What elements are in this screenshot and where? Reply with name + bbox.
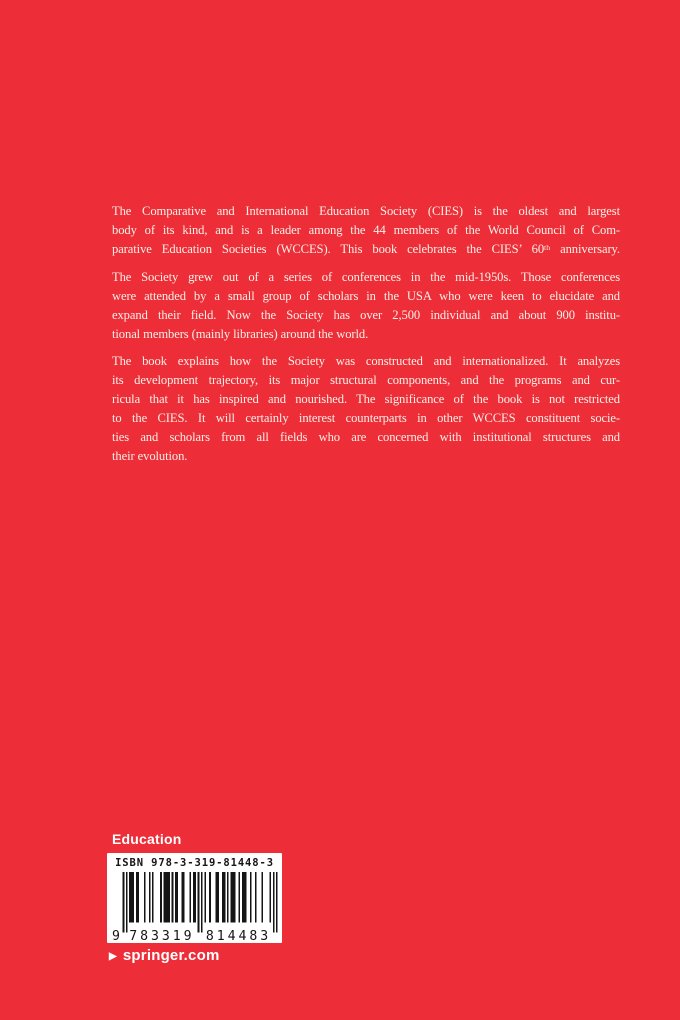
blurb-line: The book explains how the Society was constructed and internationalized. It analyzes (112, 354, 620, 368)
publisher-footer (109, 947, 220, 964)
blurb-paragraph (112, 202, 620, 260)
blurb-line: expand their field. Now the Society has over 2,500 individual and about 900 institu- (112, 308, 620, 322)
isbn-number-label: ISBN 978-3-319-81448-3 (115, 857, 274, 869)
blurb-paragraph (112, 268, 620, 344)
blurb-line: its development trajectory, its major structural components, and the programs and cur- (112, 373, 620, 387)
blurb-line: their evolution. (112, 449, 188, 463)
blurb-line: tional members (mainly libraries) around the world. (112, 327, 369, 341)
blurb-paragraph (112, 352, 620, 466)
blurb-line: were attended by a small group of scholars in the USA who were keen to elucidate and (112, 289, 620, 303)
blurb-line: parative Education Societies (WCCES). This book celebrates the CIES’ 60th anniversary. (112, 242, 620, 256)
blurb-line: ties and scholars from all fields who are concerned with institutional structures and (112, 430, 620, 444)
blurb-line: The Comparative and International Education Society (CIES) is the oldest and largest (112, 204, 620, 218)
blurb-line: body of its kind, and is a leader among the 44 members of the World Council of Com- (112, 223, 620, 237)
publisher-url: springer.com (122, 947, 220, 964)
blurb-line: The Society grew out of a series of conferences in the mid-1950s. Those conferences (112, 270, 620, 284)
barcode-digits: 783319 (129, 929, 195, 943)
category-label: Education (112, 831, 182, 847)
ean13-barcode-icon (111, 871, 278, 943)
barcode-digits: 814483 (205, 929, 272, 943)
back-cover-blurb (112, 202, 620, 474)
springer-arrow-icon: ▶ (109, 950, 117, 962)
blurb-line: ricula that it has inspired and nourished. The significance of the book is not restricted (112, 392, 620, 406)
isbn-barcode-box (107, 853, 282, 943)
barcode-digits: 9 (111, 929, 120, 943)
blurb-line: to the CIES. It will certainly interest counterparts in other WCCES constituent socie- (112, 411, 620, 425)
